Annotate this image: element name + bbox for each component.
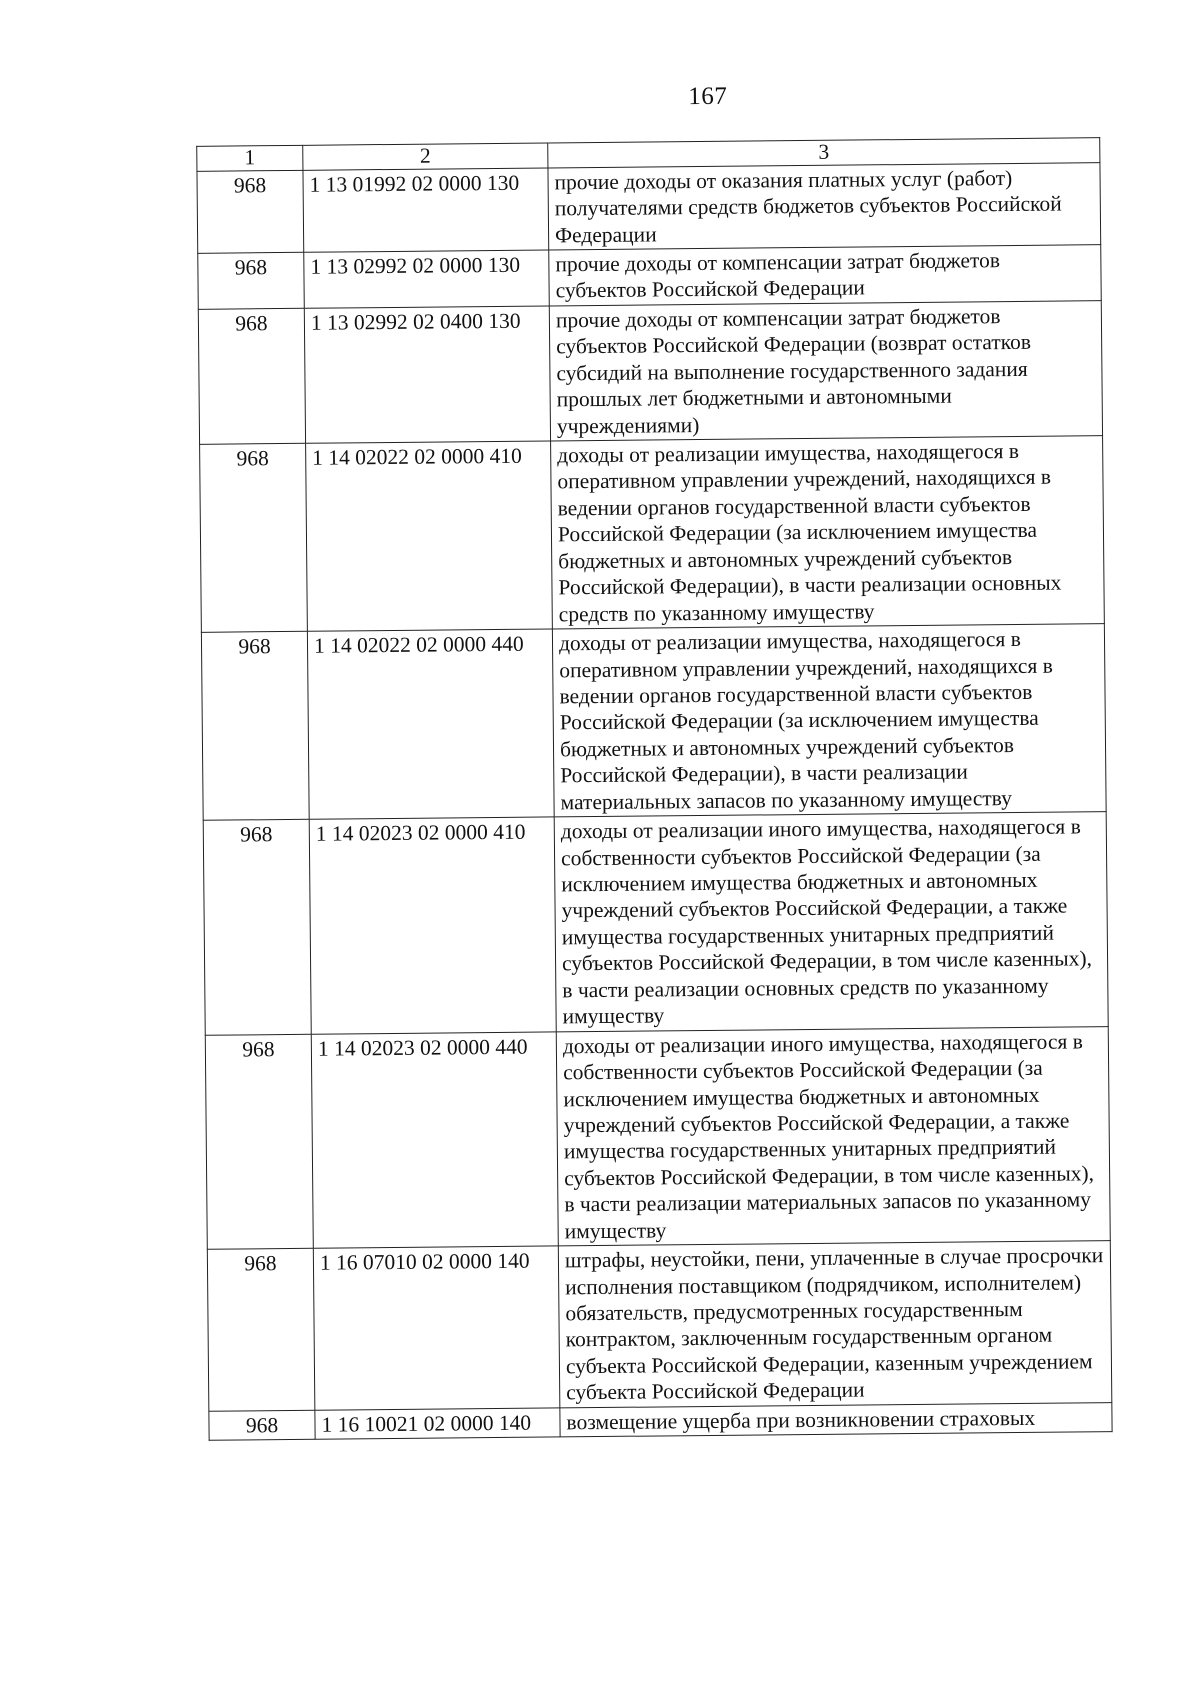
table-row (197, 162, 1101, 253)
description-cell: прочие доходы от оказания платных услуг (работ) получателями средств бюджетов субъектов Российской Федерации (548, 162, 1101, 250)
admin-code-cell: 968 (197, 170, 304, 253)
table-row (205, 1026, 1110, 1249)
revenue-code-cell: 1 14 02023 02 0000 410 (309, 817, 556, 1034)
table-row (207, 1241, 1112, 1411)
description-cell: прочие доходы от компенсации затрат бюджетов субъектов Российской Федерации (возврат остатков субсидий на выполнение государственного задания прошлых лет бюджетными и автономными учреждениями) (549, 300, 1102, 440)
description-cell: возмещение ущерба при возникновении страховых (560, 1402, 1112, 1437)
admin-code-cell: 968 (209, 1410, 315, 1440)
table-row (198, 245, 1101, 310)
table-row (198, 300, 1102, 444)
revenue-code-cell: 1 13 02992 02 0000 130 (304, 250, 550, 308)
admin-code-cell: 968 (201, 631, 309, 820)
description-cell: доходы от реализации имущества, находящегося в оперативном управлении учреждений, находящихся в ведении органов государственной власти субъектов Российской Федерации (за исключением имущества бюджетных и автономных учреждений субъектов Российской Федерации), в части реализации материальных запасов по указанному имуществу (552, 624, 1106, 817)
description-cell: штрафы, неустойки, пени, уплаченные в случае просрочки исполнения поставщиком (подрядчиком, исполнителем) обязательств, предусмотренных государственным контрактом, заключенным государственным органом субъекта Российской Федерации, казенным учреждением субъекта Российской Федерации (558, 1241, 1112, 1408)
description-cell: доходы от реализации иного имущества, находящегося в собственности субъектов Российской Федерации (за исключением имущества бюджетных и автономных учреждений субъектов Российской Федерации, а также имущества государственных унитарных предприятий субъектов Российской Федерации, в том числе казенных), в части реализации основных средств по указанному имуществу (554, 812, 1108, 1032)
admin-code-cell: 968 (205, 1034, 313, 1250)
table-row (203, 812, 1108, 1035)
revenue-code-cell: 1 14 02022 02 0000 440 (307, 629, 554, 819)
admin-code-cell: 968 (198, 308, 305, 444)
admin-code-cell: 968 (207, 1248, 315, 1411)
table-row (200, 436, 1105, 633)
admin-code-cell: 968 (203, 819, 311, 1035)
column-header-2: 2 (303, 143, 548, 170)
description-cell: прочие доходы от компенсации затрат бюджетов субъектов Российской Федерации (549, 245, 1102, 306)
table-row (201, 624, 1106, 821)
column-header-1: 1 (197, 145, 303, 171)
revenue-code-cell: 1 16 10021 02 0000 140 (315, 1408, 560, 1440)
column-header-3: 3 (548, 138, 1100, 168)
description-cell: доходы от реализации имущества, находящегося в оперативном управлении учреждений, находящихся в ведении органов государственной власти субъектов Российской Федерации (за исключением имущества бюджетных и автономных учреждений субъектов Российской Федерации), в части реализации основных средств по указанному имуществу (551, 436, 1105, 629)
page-number: 167 (688, 82, 728, 111)
admin-code-cell: 968 (198, 252, 305, 309)
revenue-code-cell: 1 14 02022 02 0000 410 (306, 441, 553, 631)
revenue-codes-table (196, 137, 1112, 1441)
revenue-code-cell: 1 13 02992 02 0400 130 (304, 306, 550, 444)
revenue-code-cell: 1 14 02023 02 0000 440 (311, 1032, 558, 1249)
description-cell: доходы от реализации иного имущества, находящегося в собственности субъектов Российской Федерации (за исключением имущества бюджетных и автономных учреждений субъектов Российской Федерации, а также имущества государственных унитарных предприятий субъектов Российской Федерации, в том числе казенных), в части реализации материальных запасов по указанному имуществу (556, 1026, 1110, 1246)
admin-code-cell: 968 (200, 443, 308, 632)
revenue-code-cell: 1 13 01992 02 0000 130 (303, 168, 549, 253)
revenue-code-cell: 1 16 07010 02 0000 140 (313, 1246, 560, 1410)
